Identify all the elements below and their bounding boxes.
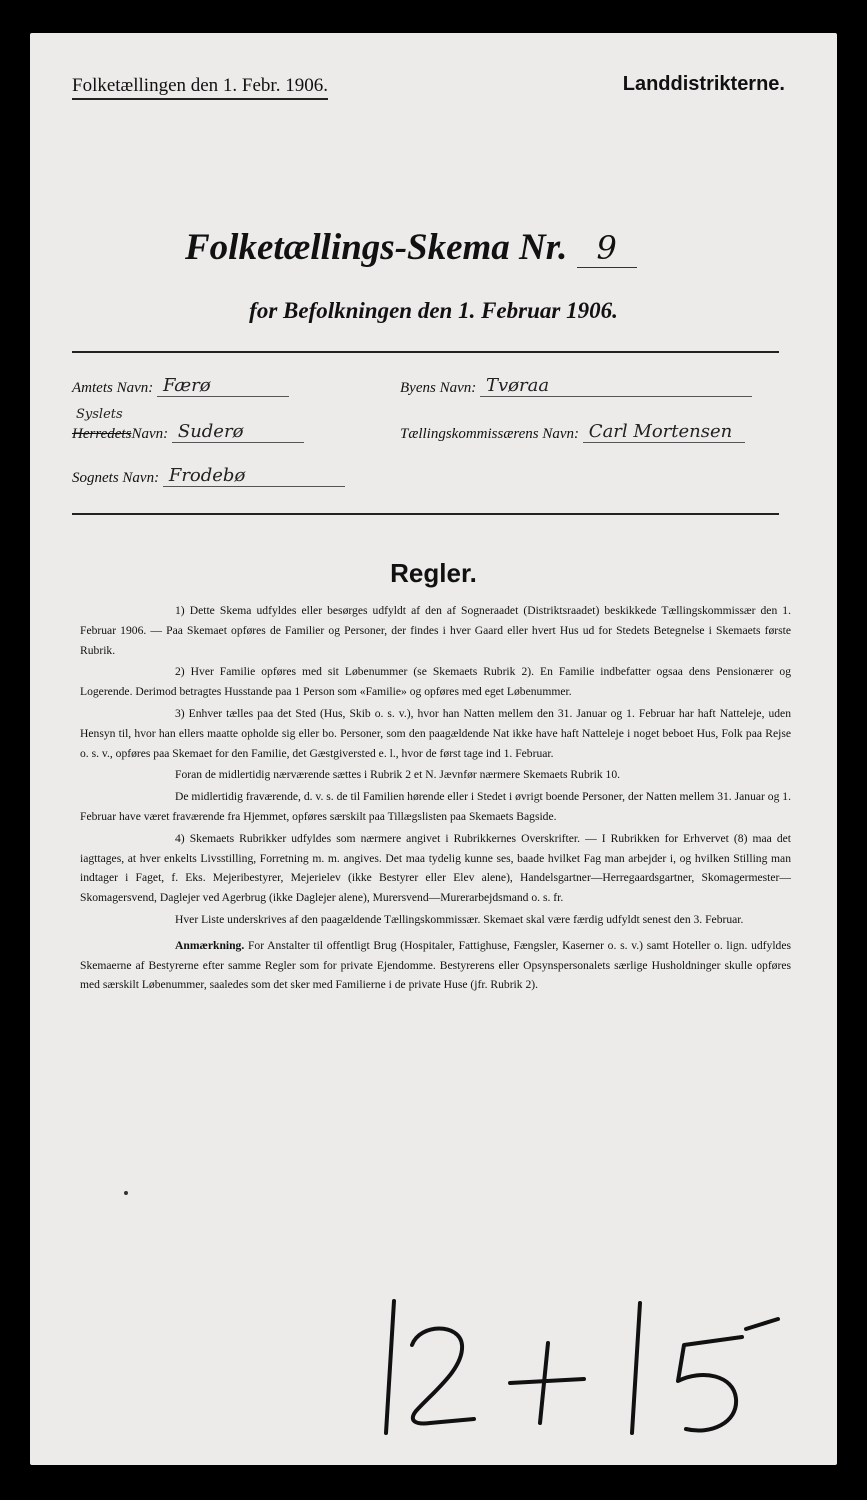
rule-paragraph: De midlertidig fraværende, d. v. s. de til Familien hørende eller i Stedet i øvrigt boende Personer, der Natten mellem 31. Januar og 1. Februar have været fraværende fra Hjemmet, opføres særskilt paa Tillægslisten paa Skemaets Bagside. bbox=[80, 790, 791, 823]
annotation-label: Anmærkning. bbox=[175, 938, 245, 952]
amt-field bbox=[72, 375, 289, 397]
herred-value: Suderø bbox=[172, 421, 304, 443]
amt-label: Amtets Navn: bbox=[72, 380, 154, 396]
census-header-title: Folketællingen den 1. Febr. 1906. bbox=[72, 75, 328, 100]
form-subtitle: for Befolkningen den 1. Februar 1906. bbox=[249, 298, 618, 323]
byen-label: Byens Navn: bbox=[400, 380, 477, 396]
census-form-page bbox=[30, 33, 837, 1465]
amt-value: Færø bbox=[157, 375, 289, 397]
sogn-field bbox=[72, 465, 345, 487]
byen-field bbox=[400, 375, 752, 397]
annotation-text: For Anstalter til offentligt Brug (Hospitaler, Fattighuse, Fængsler, Kaserner o. s. v.) samt Hoteller o. lign. udfyldes Skemaerne af Bestyrerne efter samme Regler som for private Ejendomme. Bestyrerens eller Opsynspersonalets særlige Husholdninger skulle opføres med særskilt Løbenummer, saaledes som det sker med Familierne i de private Huse (jfr. Rubrik 2). bbox=[80, 938, 791, 992]
herred-handwritten-correction: Syslets bbox=[76, 407, 123, 422]
form-title-text: Folketællings-Skema Nr. bbox=[185, 227, 568, 268]
rule-paragraph: 1) Dette Skema udfyldes eller besørges udfyldt af den af Sogneraadet (Distriktsraadet) beskikkede Tællingskommissær den 1. Februar 1906. — Paa Skemaet opføres de Familier og Personer, der findes i hver Gaard eller hvert Hus ud for Stedets Betegnelse i Skemaets første Rubrik. bbox=[80, 604, 791, 657]
byen-value: Tvøraa bbox=[480, 375, 752, 397]
rule-paragraph: 4) Skemaets Rubrikker udfyldes som nærmere angivet i Rubrikkernes Overskrifter. — I Rubrikken for Erhvervet (8) maa det iagttages, at hver enkelts Livsstilling, Forretning m. m. angives. Det maa tydelig kunne ses, baade hvilket Fag man arbejder i, og hvilken Stilling man indtager i Faget, f. Eks. Mejeribestyrer, Mejerielev (ikke Bestyrer eller Elev alene), Handelsgartner—Herregaardsgartner, Skomagermester—Skomagersvend, Daglejer ved Agerbrug (ikke Daglejer alene), Murersvend—Murerarbejdsmand o. s. fr. bbox=[80, 831, 791, 905]
herred-label-suffix: Navn: bbox=[131, 426, 169, 442]
divider-top bbox=[72, 351, 779, 353]
rule-paragraph: 3) Enhver tælles paa det Sted (Hus, Skib o. s. v.), hvor han Natten mellem den 31. Januar og 1. Februar har haft Natteleje, uden Hensyn til, hvor han ellers maatte opholde sig eller bo. Personer, som den paagældende Nat ikke have haft Natteleje i noget beboet Hus, Folk paa Rejse o. s. v., opføres paa Skemaet for den Familie, det Gæstgiversted e. l., hvor de først tage ind 1. Februar. bbox=[80, 706, 791, 760]
ink-dot bbox=[124, 1191, 128, 1195]
kommissaer-value: Carl Mortensen bbox=[583, 421, 745, 443]
sogn-label: Sognets Navn: bbox=[72, 470, 160, 486]
herred-label-struck: Herredets bbox=[72, 426, 132, 442]
form-title bbox=[185, 226, 637, 269]
kommissaer-field bbox=[400, 421, 745, 443]
handwritten-tally-note bbox=[350, 1283, 790, 1453]
kommissaer-label: Tællingskommissærens Navn: bbox=[400, 426, 580, 442]
annotation-paragraph bbox=[80, 936, 791, 995]
rules-text bbox=[80, 601, 791, 997]
rules-heading: Regler. bbox=[390, 558, 477, 588]
rule-paragraph: Hver Liste underskrives af den paagældende Tællingskommissær. Skemaet skal være færdig udfyldt senest den 3. Februar. bbox=[175, 912, 744, 926]
divider-bottom bbox=[72, 513, 779, 515]
herred-field bbox=[72, 421, 304, 443]
rule-paragraph: 2) Hver Familie opføres med sit Løbenummer (se Skemaets Rubrik 2). En Familie indbefatter ogsaa dens Pensionærer og Logerende. Derimod betragtes Husstande paa 1 Person som «Familie» og opføres med eget Løbenummer. bbox=[80, 665, 791, 699]
rule-paragraph: Foran de midlertidig nærværende sættes i Rubrik 2 et N. Jævnfør nærmere Skemaets Rubrik 10. bbox=[175, 768, 621, 782]
sogn-value: Frodebø bbox=[163, 465, 345, 487]
form-number-field: 9 bbox=[577, 229, 637, 268]
district-type-header: Landdistrikterne. bbox=[622, 73, 785, 95]
